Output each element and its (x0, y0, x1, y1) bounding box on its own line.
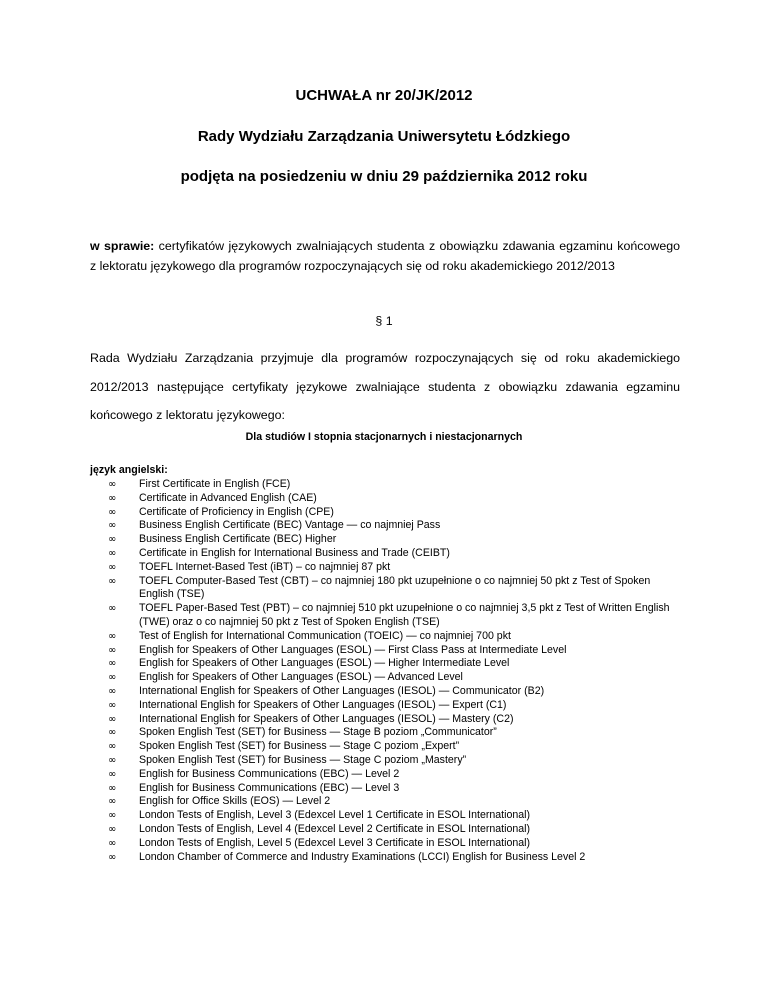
certificate-list (108, 478, 678, 864)
certificate-text: International English for Speakers of Other Languages (IESOL) — Communicator (B2) (139, 684, 545, 697)
bullet-icon: ∞ (108, 851, 117, 863)
certificate-text: TOEFL Internet-Based Test (iBT) – co najmniej 87 pkt (139, 560, 391, 573)
bullet-icon: ∞ (108, 658, 117, 670)
certificate-text: Spoken English Test (SET) for Business — Stage B poziom „Communicator” (139, 726, 497, 739)
list-item (108, 851, 678, 865)
certificate-text: London Tests of English, Level 5 (Edexcel Level 3 Certificate in ESOL International) (139, 836, 531, 849)
certificate-text: Spoken English Test (SET) for Business — Stage C poziom „Expert” (139, 740, 460, 753)
list-item (108, 823, 678, 837)
language-label: język angielski: (90, 464, 168, 476)
list-item (108, 602, 678, 630)
bullet-icon: ∞ (108, 547, 117, 559)
list-item (108, 685, 678, 699)
certificate-text: International English for Speakers of Other Languages (IESOL) — Mastery (C2) (139, 712, 514, 725)
list-item (108, 795, 678, 809)
list-item (108, 699, 678, 713)
subject-label: w sprawie: (90, 239, 155, 253)
certificate-text: Certificate in Advanced English (CAE) (139, 491, 317, 504)
certificate-text: Spoken English Test (SET) for Business — Stage C poziom „Mastery” (139, 753, 467, 766)
bullet-icon: ∞ (108, 575, 117, 587)
list-item (108, 726, 678, 740)
list-item (108, 644, 678, 658)
list-item (108, 754, 678, 768)
certificate-text: Certificate in English for International Business and Trade (CEIBT) (139, 546, 450, 559)
bullet-icon: ∞ (108, 796, 117, 808)
subject-text: certyfikatów językowych zwalniających studenta z obowiązku zdawania egzaminu końcowego z lektoratu językowego dla programów rozpoczynających się od roku akademickiego 2012/2013 (90, 239, 680, 273)
list-item (108, 782, 678, 796)
bullet-icon: ∞ (108, 672, 117, 684)
certificate-text: First Certificate in English (FCE) (139, 478, 291, 490)
certificate-text: TOEFL Computer-Based Test (CBT) – co najmniej 180 pkt uzupełnione o co najmniej 50 pkt z Test of Spoken English (TSE) (139, 574, 651, 601)
bullet-icon: ∞ (108, 754, 117, 766)
bullet-icon: ∞ (108, 837, 117, 849)
bullet-icon: ∞ (108, 713, 117, 725)
certificate-text: Certificate of Proficiency in English (CPE) (139, 505, 334, 518)
paragraph-sign: § 1 (375, 314, 393, 328)
subject-paragraph (90, 237, 680, 276)
bullet-icon: ∞ (108, 644, 117, 656)
bullet-icon: ∞ (108, 810, 117, 822)
certificate-text: London Tests of English, Level 3 (Edexcel Level 1 Certificate in ESOL International) (139, 809, 531, 822)
list-item (108, 506, 678, 520)
list-item (108, 519, 678, 533)
bullet-icon: ∞ (108, 699, 117, 711)
list-item (108, 837, 678, 851)
list-item (108, 713, 678, 727)
bullet-icon: ∞ (108, 479, 117, 490)
certificate-text: English for Speakers of Other Languages (ESOL) — First Class Pass at Intermediate Level (139, 643, 567, 656)
bullet-icon: ∞ (108, 520, 117, 532)
bullet-icon: ∞ (108, 823, 117, 835)
certificate-text: TOEFL Paper-Based Test (PBT) – co najmniej 510 pkt uzupełnione o co najmniej 3,5 pkt z Test of Written English (TWE) oraz o co najmniej 50 pkt z Test of Spoken English (TSE) (139, 602, 670, 628)
bullet-icon: ∞ (108, 492, 117, 504)
bullet-icon: ∞ (108, 561, 117, 573)
certificate-text: London Chamber of Commerce and Industry Examinations (LCCI) English for Business Level 2 (139, 850, 586, 863)
list-item (108, 630, 678, 644)
list-item (108, 809, 678, 823)
council-name: Rady Wydziału Zarządzania Uniwersytetu Łódzkiego (197, 128, 571, 145)
certificate-text: English for Speakers of Other Languages (ESOL) — Advanced Level (139, 671, 463, 684)
session-date: podjęta na posiedzeniu w dniu 29 października 2012 roku (180, 168, 588, 185)
list-item (108, 533, 678, 547)
bullet-icon: ∞ (108, 685, 117, 697)
resolution-title: UCHWAŁA nr 20/JK/2012 (295, 87, 473, 104)
bullet-icon: ∞ (108, 506, 117, 518)
list-item (108, 671, 678, 685)
certificate-text: English for Business Communications (EBC) — Level 3 (139, 781, 400, 794)
certificate-text: London Tests of English, Level 4 (Edexcel Level 2 Certificate in ESOL International) (139, 822, 531, 835)
list-item (108, 657, 678, 671)
bullet-icon: ∞ (108, 630, 117, 642)
list-item (108, 547, 678, 561)
bullet-icon: ∞ (108, 741, 117, 753)
bullet-icon: ∞ (108, 603, 117, 615)
certificate-text: English for Speakers of Other Languages (ESOL) — Higher Intermediate Level (139, 657, 510, 670)
body-paragraph: Rada Wydziału Zarządzania przyjmuje dla programów rozpoczynających się od roku akademickiego 2012/2013 następujące certyfikaty językowe zwalniające studenta z obowiązku zdawania egzaminu końcowego z lektoratu językowego: (90, 351, 680, 422)
list-item (108, 561, 678, 575)
section-heading: Dla studiów I stopnia stacjonarnych i niestacjonarnych (245, 431, 523, 443)
list-item (108, 492, 678, 506)
bullet-icon: ∞ (108, 727, 117, 739)
certificate-text: International English for Speakers of Other Languages (IESOL) — Expert (C1) (139, 698, 507, 711)
list-item (108, 478, 678, 492)
certificate-text: English for Office Skills (EOS) — Level 2 (139, 795, 331, 808)
certificate-text: Business English Certificate (BEC) Higher (139, 533, 337, 546)
list-item (108, 740, 678, 754)
certificate-text: Test of English for International Communication (TOEIC) — co najmniej 700 pkt (139, 629, 511, 642)
bullet-icon: ∞ (108, 534, 117, 546)
bullet-icon: ∞ (108, 782, 117, 794)
certificate-text: English for Business Communications (EBC) — Level 2 (139, 767, 400, 780)
certificate-text: Business English Certificate (BEC) Vantage — co najmniej Pass (139, 519, 441, 532)
list-item (108, 575, 678, 603)
bullet-icon: ∞ (108, 768, 117, 780)
list-item (108, 768, 678, 782)
